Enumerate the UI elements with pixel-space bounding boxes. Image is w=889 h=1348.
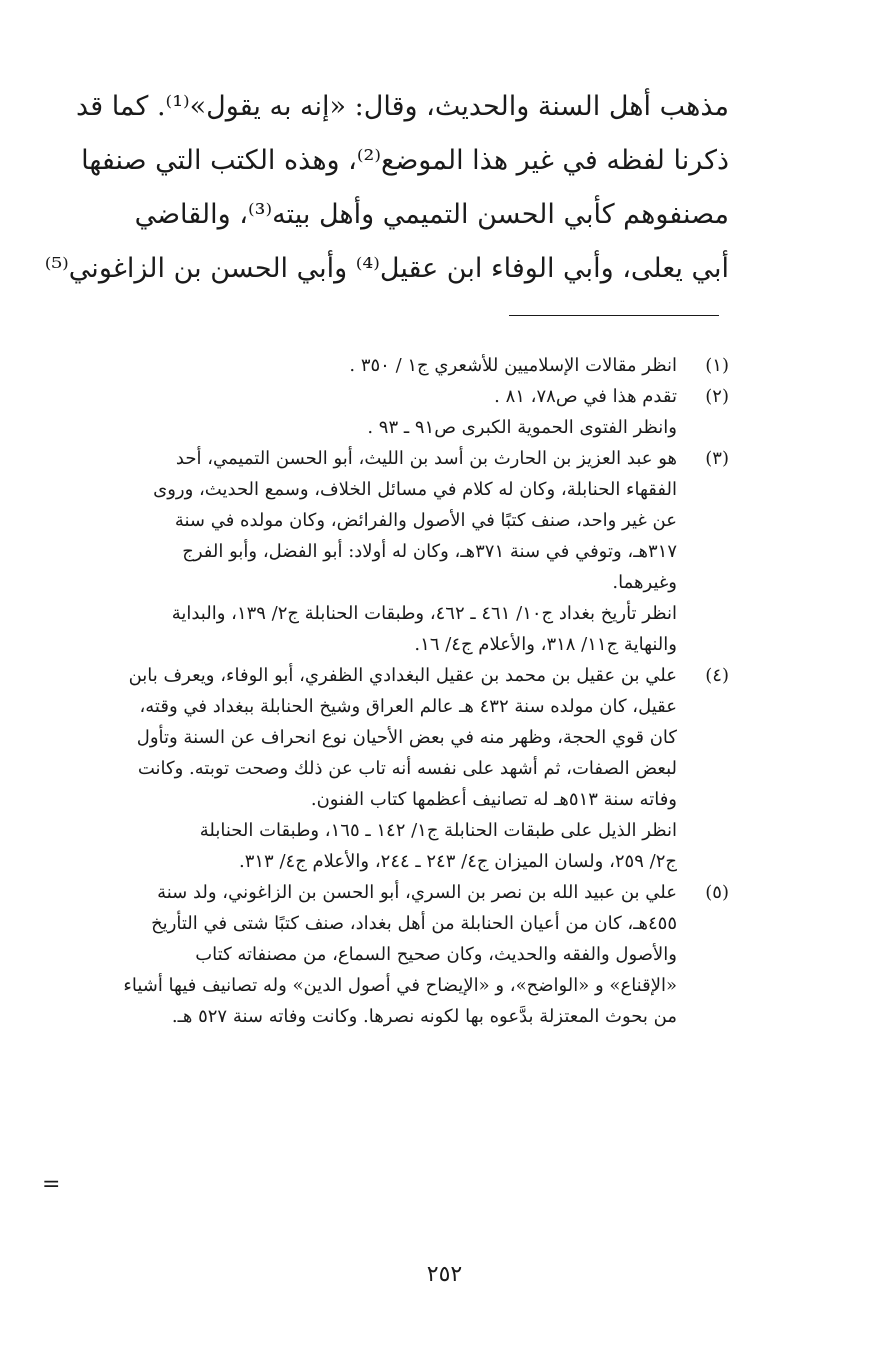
main-text-line: مذهب أهل السنة والحديث، وقال: «إنه به يقول»⁽¹⁾. كما قد [76, 91, 729, 122]
footnote-line: ج٢/ ٢٥٩، ولسان الميزان ج٤/ ٢٤٣ ـ ٢٤٤، والأعلام ج٤/ ٣١٣. [238, 851, 677, 872]
footnote-line: لبعض الصفات، ثم أشهد على نفسه أنه تاب عن ذلك وصحت توبته. وكانت [137, 758, 677, 779]
footnote-line: انظر الذيل على طبقات الحنابلة ج١/ ١٤٢ ـ ١٦٥، وطبقات الحنابلة [199, 820, 677, 841]
footnote-line: علي بن عقيل بن محمد بن عقيل البغدادي الظفري، أبو الوفاء، ويعرف بابن [128, 665, 677, 686]
footnote-line: ٤٥٥هـ، كان من أعيان الحنابلة من أهل بغداد، صنف كتبًا شتى في التأريخ [151, 913, 677, 934]
footnote-number: (١) [705, 355, 729, 376]
footnote-line: والنهاية ج١١/ ٣١٨، والأعلام ج٤/ ١٦. [414, 634, 677, 655]
footnote-line: عن غير واحد، صنف كتبًا في الأصول والفرائض، وكان مولده في سنة [174, 510, 677, 531]
footnotes-block [123, 350, 729, 1032]
footnote-line: وانظر الفتوى الحموية الكبرى ص٩١ ـ ٩٣ . [367, 417, 677, 438]
footnote-5 [123, 877, 729, 1032]
footnote-line: وفاته سنة ٥١٣هـ له تصانيف أعظمها كتاب الفنون. [310, 789, 677, 810]
main-text-block [44, 80, 729, 296]
main-text-line: أبي يعلى، وأبي الوفاء ابن عقيل⁽⁴⁾ وأبي الحسن بن الزاغوني⁽⁵⁾ [44, 253, 729, 284]
footnote-line: ٣١٧هـ، وتوفي في سنة ٣٧١هـ، وكان له أولاد: أبو الفضل، وأبو الفرج [182, 541, 677, 562]
page-number: ٢٥٢ [426, 1262, 463, 1287]
footnote-line: وغيرهما. [612, 572, 677, 593]
footnote-line: «الإقناع» و «الواضح»، و «الإيضاح في أصول الدين» وله تصانيف فيها أشياء [123, 975, 677, 996]
footnote-line: هو عبد العزيز بن الحارث بن أسد بن الليث، أبو الحسن التميمي، أحد [175, 448, 677, 469]
footnote-number: (٢) [705, 386, 729, 407]
footnote-number: (٥) [705, 882, 729, 903]
footnote-line: والأصول والفقه والحديث، وكان صحيح السماع، من مصنفاته كتاب [195, 944, 677, 965]
footnote-line: تقدم هذا في ص٧٨، ٨١ . [494, 386, 677, 407]
footnote-separator [509, 315, 719, 316]
footnote-4 [128, 660, 729, 877]
continuation-mark: = [42, 1172, 61, 1197]
footnote-1 [210, 350, 729, 381]
footnote-line: كان قوي الحجة، وظهر منه في بعض الأحيان نوع انحراف عن السنة وتأول [136, 727, 677, 748]
footnote-line: انظر تأريخ بغداد ج١٠/ ٤٦١ ـ ٤٦٢، وطبقات الحنابلة ج٢/ ١٣٩، والبداية [171, 603, 677, 624]
footnote-number: (٣) [705, 448, 729, 469]
footnote-line: من بحوث المعتزلة بدَّعوه بها لكونه نصرها. وكانت وفاته سنة ٥٢٧ هـ. [171, 1006, 677, 1027]
main-text-line: ذكرنا لفظه في غير هذا الموضع⁽²⁾، وهذه الكتب التي صنفها [81, 145, 729, 176]
footnote-line: علي بن عبيد الله بن نصر بن السري، أبو الحسن بن الزاغوني، ولد سنة [157, 882, 677, 903]
footnote-2 [210, 381, 729, 443]
footnote-number: (٤) [705, 665, 729, 686]
footnote-line: عقيل، كان مولده سنة ٤٣٢ هـ عالم العراق وشيخ الحنابلة ببغداد في وقته، [139, 696, 677, 717]
footnote-line: انظر مقالات الإسلاميين للأشعري ج١ / ٣٥٠ . [349, 355, 677, 376]
main-text-line: مصنفوهم كأبي الحسن التميمي وأهل بيته⁽³⁾، والقاضي [134, 199, 729, 230]
footnote-3 [153, 443, 729, 660]
footnote-line: الفقهاء الحنابلة، وكان له كلام في مسائل الخلاف، وسمع الحديث، وروى [153, 479, 677, 500]
